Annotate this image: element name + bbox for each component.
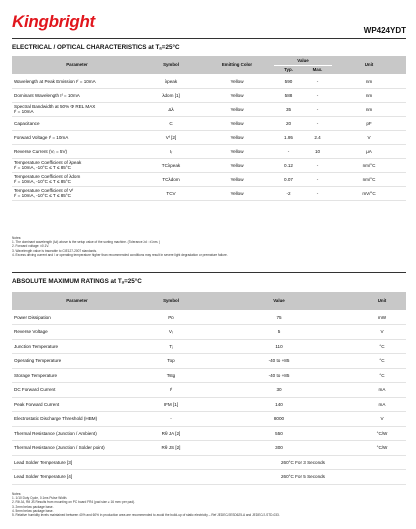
symbol-cell: Iᵣ [142, 144, 200, 158]
emitting-color-cell: Yellow [200, 144, 274, 158]
electrical-notes [12, 236, 228, 257]
emitting-color-cell: Yellow [200, 186, 274, 200]
emitting-color-cell: Yellow [200, 172, 274, 186]
table-row [12, 88, 406, 102]
table-row [12, 397, 406, 412]
parameter-cell: DC Forward Current [12, 383, 142, 398]
typ-value-cell: 0.12 [274, 158, 303, 172]
symbol-cell: λpeak [142, 74, 200, 88]
unit-cell: nm/°C [332, 172, 406, 186]
unit-cell: mV/°C [332, 186, 406, 200]
unit-cell: nm [332, 102, 406, 116]
max-value-cell: - [303, 172, 332, 186]
parameter-label: Dominant Wavelength Iᶠ = 10mA [14, 92, 80, 98]
parameter-cell: Thermal Resistance (Junction / Solder point) [12, 441, 142, 456]
parameter-cell [12, 130, 142, 144]
table-row [12, 426, 406, 441]
typ-value-cell: - [274, 144, 303, 158]
parameter-label: Wavelength at Peak Emission Iᶠ = 10mA [14, 78, 96, 84]
parameter-cell [12, 88, 142, 102]
value-cell: 260°C For 5 Seconds [200, 470, 406, 485]
parameter-label: Forward Voltage Iᶠ = 10mA [14, 134, 69, 140]
note-line: 2. Forward voltage: ±0.1V. [12, 244, 50, 249]
typ-value-cell: 588 [274, 88, 303, 102]
unit-cell: mW [358, 310, 406, 325]
col-unit: Unit [332, 56, 406, 74]
unit-cell: mA [358, 383, 406, 398]
col-unit: Unit [358, 292, 406, 310]
note-line: 2. Rθ JA, Rθ JS Results from mounting on PC board FR4 (pad size ≥ 16 mm² per pad). [12, 500, 135, 505]
parameter-label: Spectral Bandwidth at 50% Φ REL MAX [14, 104, 96, 109]
col-value: Value [274, 56, 332, 65]
unit-cell: μA [332, 144, 406, 158]
electrical-section-title: ELECTRICAL / OPTICAL CHARACTERISTICS at Tₐ=25°C [12, 44, 180, 51]
parameter-cell: Reverse Voltage [12, 325, 142, 340]
table-row [12, 144, 406, 158]
unit-cell: V [332, 130, 406, 144]
col-max: Max. [303, 65, 332, 74]
value-cell: 140 [200, 397, 358, 412]
note-line: Notes: [12, 492, 22, 496]
electrical-table [12, 56, 406, 201]
absolute-ratings-table [12, 292, 406, 485]
typ-value-cell: 0.07 [274, 172, 303, 186]
value-cell: -40 to +85 [200, 368, 358, 383]
symbol-cell: TCV [142, 186, 200, 200]
typ-value-cell: 590 [274, 74, 303, 88]
symbol-cell: Vᵣ [142, 325, 200, 340]
symbol-cell: Rθ JS [2] [142, 441, 200, 456]
parameter-label: Temperature Coefficient of λdom [14, 174, 81, 179]
table-row [12, 470, 406, 485]
note-line: 4. 5mm below package base. [12, 508, 54, 513]
absolute-notes [12, 492, 280, 517]
emitting-color-cell: Yellow [200, 130, 274, 144]
emitting-color-cell: Yellow [200, 158, 274, 172]
symbol-cell: Rθ JA [2] [142, 426, 200, 441]
symbol-cell: C [142, 116, 200, 130]
parameter-cell: Electrostatic Discharge Threshold (HBM) [12, 412, 142, 427]
col-emitting-color: Emitting Color [200, 56, 274, 74]
unit-cell: V [358, 325, 406, 340]
typ-value-cell: 35 [274, 102, 303, 116]
table-row [12, 186, 406, 200]
unit-cell: °C [358, 368, 406, 383]
parameter-cell: Peak Forward Current [12, 397, 142, 412]
parameter-label: Temperature Coefficient of Vᶠ [14, 188, 74, 193]
note-line: 3. Wavelength value is traceable to CIE127-2007 standards. [12, 248, 97, 253]
symbol-cell: TCλpeak [142, 158, 200, 172]
value-cell: 30 [200, 383, 358, 398]
value-cell: 260°C For 3 Seconds [200, 455, 406, 470]
emitting-color-cell: Yellow [200, 74, 274, 88]
value-cell: 550 [200, 426, 358, 441]
max-value-cell: 2.4 [303, 130, 332, 144]
symbol-cell: IFM [1] [142, 397, 200, 412]
col-parameter: Parameter [12, 56, 142, 74]
note-line: 1. The dominant wavelength (λd) above is the setup value of the sorting machine. (Tolerance λd : ±1nm. ) [12, 240, 161, 245]
col-typ: Typ. [274, 65, 303, 74]
col-symbol: Symbol [142, 56, 200, 74]
value-cell: 300 [200, 441, 358, 456]
col-symbol: Symbol [142, 292, 200, 310]
parameter-cell [12, 158, 142, 172]
parameter-condition: Iᶠ = 10mA [14, 109, 34, 114]
symbol-cell: Δλ [142, 102, 200, 116]
parameter-condition: Iᶠ = 10mA, -10°C ≤ T ≤ 85°C [14, 165, 71, 170]
parameter-cell [12, 172, 142, 186]
table-row [12, 74, 406, 88]
note-line: 4. Excess driving current and / or operating temperature higher than recommended conditions may result in severe light degradation or premature failure. [12, 252, 228, 257]
parameter-label: Reverse Current (Vᵣ = 5V) [14, 148, 68, 154]
symbol-cell: Pᴅ [142, 310, 200, 325]
parameter-cell: Lead Solder Temperature [4] [12, 470, 200, 485]
value-cell: 110 [200, 339, 358, 354]
emitting-color-cell: Yellow [200, 88, 274, 102]
parameter-cell [12, 102, 142, 116]
parameter-label: Capacitance [14, 120, 40, 126]
max-value-cell: 10 [303, 144, 332, 158]
note-line: 1. 1/10 Duty Cycle, 0.1ms Pulse Width. [12, 496, 68, 501]
table-row [12, 383, 406, 398]
parameter-cell: Power Dissipation [12, 310, 142, 325]
parameter-cell: Thermal Resistance (Junction / Ambient) [12, 426, 142, 441]
parameter-cell [12, 116, 142, 130]
unit-cell: °C [358, 339, 406, 354]
table-row [12, 354, 406, 369]
table-row [12, 412, 406, 427]
unit-cell: °C/W [358, 426, 406, 441]
symbol-cell: Tⱼ [142, 339, 200, 354]
parameter-condition: Iᶠ = 10mA, -10°C ≤ T ≤ 85°C [14, 193, 71, 198]
table-row [12, 441, 406, 456]
parameter-cell: Operating Temperature [12, 354, 142, 369]
symbol-cell: Tstg [142, 368, 200, 383]
value-cell: -40 to +85 [200, 354, 358, 369]
unit-cell: pF [332, 116, 406, 130]
table-row [12, 310, 406, 325]
parameter-cell [12, 186, 142, 200]
table-row [12, 339, 406, 354]
max-value-cell: - [303, 158, 332, 172]
parameter-label: Temperature Coefficient of λpeak [14, 160, 82, 165]
parameter-cell: Lead Solder Temperature [3] [12, 455, 200, 470]
emitting-color-cell: Yellow [200, 116, 274, 130]
unit-cell: mA [358, 397, 406, 412]
typ-value-cell: 20 [274, 116, 303, 130]
absolute-section-title: ABSOLUTE MAXIMUM RATINGS at Tₐ=25°C [12, 278, 142, 285]
table-row [12, 172, 406, 186]
unit-cell: °C/W [358, 441, 406, 456]
note-line: 5. Relative humidity levels maintained between 40% and 60% in production area are recommended to avoid the build-up of static electricity – Ref JEDEC/JESD625-A and JEDEC/J-STD-033. [12, 513, 280, 518]
unit-cell: nm [332, 88, 406, 102]
symbol-cell: Top [142, 354, 200, 369]
table-row [12, 368, 406, 383]
parameter-cell [12, 144, 142, 158]
emitting-color-cell: Yellow [200, 102, 274, 116]
symbol-cell: Iᶠ [142, 383, 200, 398]
parameter-cell: Junction Temperature [12, 339, 142, 354]
max-value-cell: - [303, 102, 332, 116]
unit-cell: °C [358, 354, 406, 369]
value-cell: 75 [200, 310, 358, 325]
typ-value-cell: 1.95 [274, 130, 303, 144]
parameter-cell: Storage Temperature [12, 368, 142, 383]
kingbright-logo: Kingbright [12, 12, 95, 31]
part-number: WP424YDT [363, 26, 406, 35]
symbol-cell: TCλdom [142, 172, 200, 186]
unit-cell: nm/°C [332, 158, 406, 172]
max-value-cell: - [303, 116, 332, 130]
table-row [12, 116, 406, 130]
parameter-cell [12, 74, 142, 88]
table-row [12, 130, 406, 144]
max-value-cell: - [303, 74, 332, 88]
value-cell: 8000 [200, 412, 358, 427]
table-row [12, 325, 406, 340]
value-cell: 5 [200, 325, 358, 340]
symbol-cell: λdom [1] [142, 88, 200, 102]
note-line: Notes: [12, 236, 22, 240]
unit-cell: nm [332, 74, 406, 88]
table-row [12, 102, 406, 116]
table-row [12, 455, 406, 470]
symbol-cell: - [142, 412, 200, 427]
table-row [12, 158, 406, 172]
typ-value-cell: -2 [274, 186, 303, 200]
symbol-cell: Vᶠ [2] [142, 130, 200, 144]
col-parameter: Parameter [12, 292, 142, 310]
max-value-cell: - [303, 186, 332, 200]
max-value-cell: - [303, 88, 332, 102]
note-line: 3. 2mm below package base. [12, 504, 54, 509]
section-rule [12, 272, 406, 273]
col-value: Value [200, 292, 358, 310]
parameter-condition: Iᶠ = 10mA, -10°C ≤ T ≤ 85°C [14, 179, 71, 184]
unit-cell: V [358, 412, 406, 427]
header-rule [12, 38, 406, 39]
